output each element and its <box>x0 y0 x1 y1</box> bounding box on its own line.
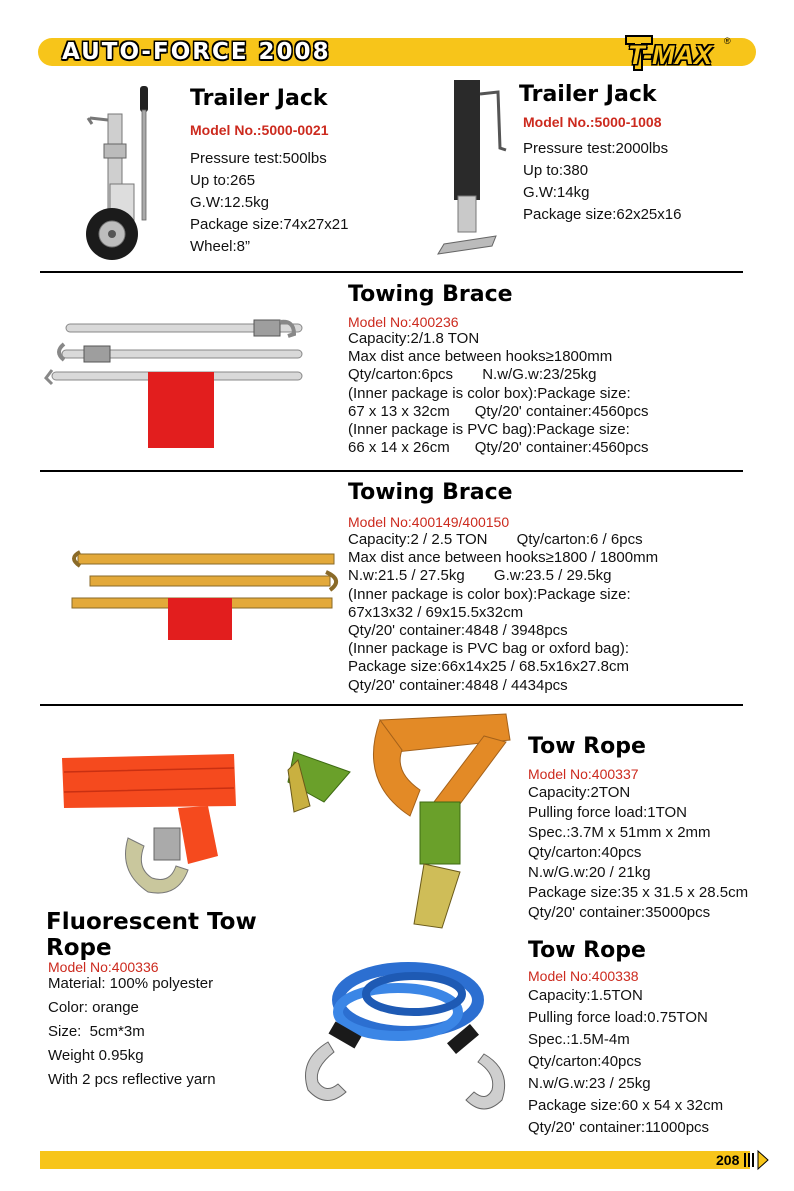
spec-line: G.W:14kg <box>523 184 590 201</box>
tow-rope-orange-strap-image <box>284 712 514 932</box>
spec-line: N.w/G.w:20 / 21kg <box>528 864 651 881</box>
spec-list-trailer-jack-2 <box>523 138 681 226</box>
spec-line: With 2 pcs reflective yarn <box>48 1071 216 1088</box>
catalog-title: AUTO-FORCE 2008 <box>62 39 331 65</box>
model-number-5000-0021: Model No.:5000-0021 <box>190 122 329 138</box>
spec-line: Package size:35 x 31.5 x 28.5cm <box>528 884 749 901</box>
product-title-towing-brace-1: Towing Brace <box>348 282 513 307</box>
spec-line: Color: orange <box>48 999 139 1016</box>
spec-list-towing-brace-1 <box>348 330 649 457</box>
spec-line: (Inner package is PVC bag):Package size: <box>348 421 630 439</box>
page-arrow-icon <box>744 1151 772 1169</box>
model-number-400149-400150: Model No:400149/400150 <box>348 514 510 530</box>
spec-list-tow-rope-1 <box>528 783 748 923</box>
product-title-trailer-jack-1: Trailer Jack <box>190 86 328 111</box>
spec-line: Pulling force load:0.75TON <box>528 1009 708 1026</box>
section-divider <box>40 271 743 273</box>
spec-line: Capacity:2 / 2.5 TON Qty/carton:6 / 6pcs <box>348 531 643 548</box>
product-title-tow-rope-1: Tow Rope <box>528 734 646 759</box>
section-divider <box>40 704 743 706</box>
elastic-tow-rope-image <box>288 950 518 1120</box>
footer-bar <box>40 1151 750 1169</box>
model-number-5000-1008: Model No.:5000-1008 <box>523 114 662 130</box>
title-line: Rope <box>46 935 112 961</box>
product-title-towing-brace-2: Towing Brace <box>348 480 513 505</box>
spec-line: Qty/carton:40pcs <box>528 844 642 861</box>
spec-line: Pulling force load:1TON <box>528 804 687 821</box>
spec-line: Up to:380 <box>523 162 589 179</box>
spec-list-towing-brace-2 <box>348 531 658 695</box>
spec-line: Qty/carton:40pcs <box>528 1053 642 1070</box>
spec-line: Material: 100% polyester <box>48 975 214 992</box>
registered-mark: ® <box>724 36 731 46</box>
spec-line: Up to:265 <box>190 172 256 189</box>
product-title-tow-rope-2: Tow Rope <box>528 938 646 963</box>
spec-line: Package size:60 x 54 x 32cm <box>528 1097 724 1114</box>
spec-line: N.w:21.5 / 27.5kg G.w:23.5 / 29.5kg <box>348 567 612 585</box>
spec-list-trailer-jack-1 <box>190 148 348 258</box>
spec-line: Qty/20' container:11000pcs <box>528 1119 710 1136</box>
towing-brace-steel-image <box>44 314 314 454</box>
trailer-jack-square-image <box>434 78 514 258</box>
spec-list-tow-rope-2 <box>528 985 723 1139</box>
spec-line: Pressure test:500lbs <box>190 150 327 167</box>
product-title-trailer-jack-2: Trailer Jack <box>519 82 657 107</box>
spec-line: G.W:12.5kg <box>190 194 269 211</box>
spec-line: Package size:62x25x16 <box>523 206 682 223</box>
model-number-400336: Model No:400336 <box>48 959 159 975</box>
fluorescent-tow-rope-image <box>58 752 238 900</box>
spec-line: Max dist ance between hooks≥1800 / 1800mm <box>348 549 659 567</box>
towing-brace-gold-image <box>64 540 344 644</box>
spec-line: 66 x 14 x 26cm Qty/20' container:4560pcs <box>348 439 649 457</box>
spec-line: Wheel:8” <box>190 238 251 255</box>
trailer-jack-wheel-image <box>82 84 162 269</box>
product-title-fluorescent-tow-rope <box>46 909 257 961</box>
spec-line: Size: 5cm*3m <box>48 1023 145 1040</box>
spec-line: Spec.:3.7M x 51mm x 2mm <box>528 824 711 841</box>
brand-logo-text: T-MAX <box>628 40 712 70</box>
spec-line: Capacity:2TON <box>528 784 631 801</box>
model-number-400337: Model No:400337 <box>528 766 639 782</box>
spec-line: Qty/20' container:4848 / 4434pcs <box>348 676 568 694</box>
page-number: 208 <box>716 1152 740 1168</box>
spec-line: Max dist ance between hooks≥1800mm <box>348 348 613 366</box>
spec-line: Capacity:2/1.8 TON <box>348 330 480 347</box>
spec-line: (Inner package is color box):Package size: <box>348 384 631 402</box>
spec-line: (Inner package is color box):Package size: <box>348 585 631 603</box>
spec-line: (Inner package is PVC bag or oxford bag): <box>348 640 629 658</box>
spec-line: N.w/G.w:23 / 25kg <box>528 1075 651 1092</box>
spec-line: Qty/20' container:35000pcs <box>528 904 711 921</box>
spec-line: Package size:74x27x21 <box>190 216 349 233</box>
spec-line: 67 x 13 x 32cm Qty/20' container:4560pcs <box>348 402 649 420</box>
model-number-400236: Model No:400236 <box>348 314 459 330</box>
spec-line: Capacity:1.5TON <box>528 987 643 1004</box>
spec-line: Qty/20' container:4848 / 3948pcs <box>348 622 568 640</box>
spec-line: Qty/carton:6pcs N.w/G.w:23/25kg <box>348 366 597 384</box>
spec-line: Spec.:1.5M-4m <box>528 1031 630 1048</box>
section-divider <box>40 470 743 472</box>
spec-line: Pressure test:2000lbs <box>523 140 669 157</box>
model-number-400338: Model No:400338 <box>528 968 639 984</box>
spec-line: 67x13x32 / 69x15.5x32cm <box>348 603 524 621</box>
spec-line: Package size:66x14x25 / 68.5x16x27.8cm <box>348 658 630 676</box>
spec-list-fluorescent-tow-rope <box>48 972 216 1092</box>
title-line: Fluorescent Tow <box>46 909 257 935</box>
spec-line: Weight 0.95kg <box>48 1047 144 1064</box>
